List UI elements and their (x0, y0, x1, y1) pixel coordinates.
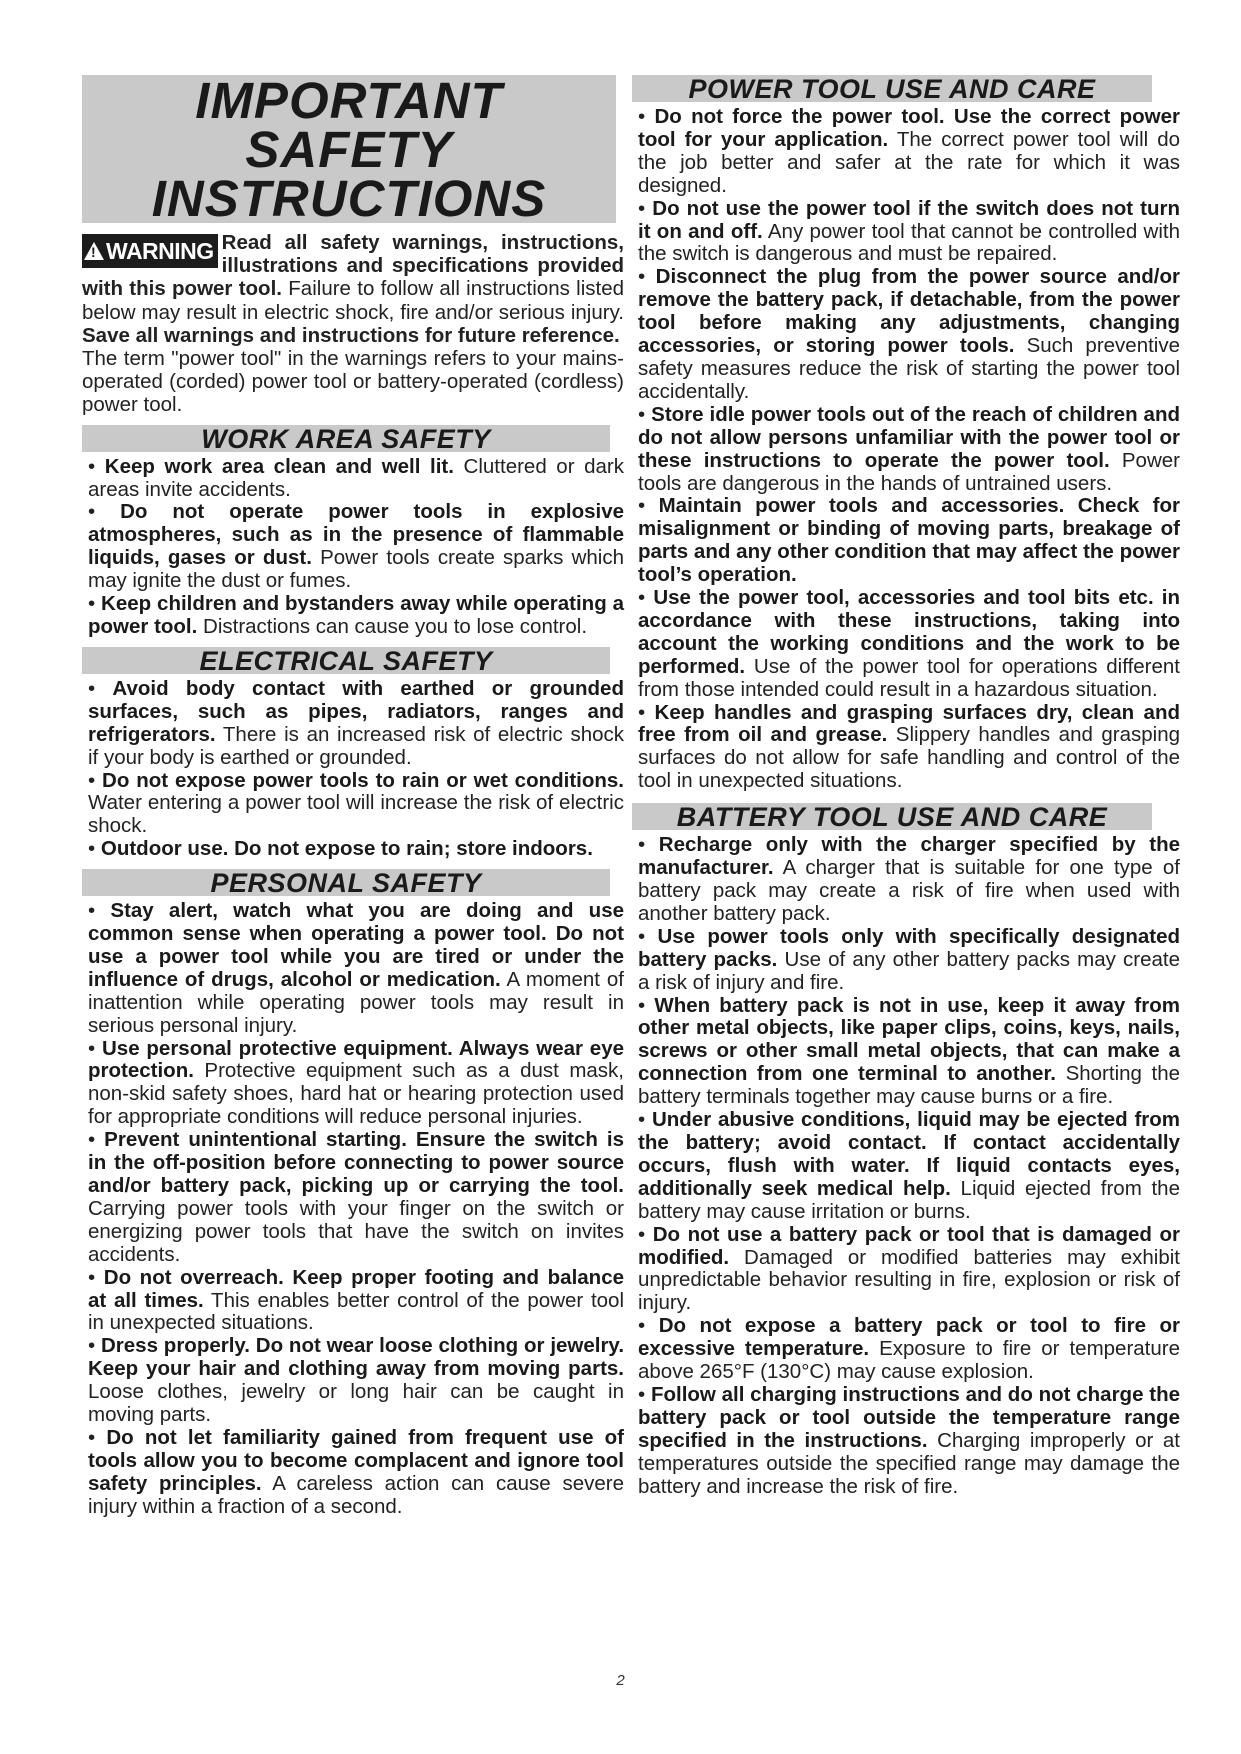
warning-badge-label: WARNING (106, 238, 214, 264)
list-item: • Do not expose a battery pack or tool to fire or excessive temperature. Exposure to fire or temperature above 265°F (130°C) may cause explosion. (638, 1314, 1181, 1384)
item-text: Cluttered or dark areas invite accidents. (88, 454, 624, 501)
item-bold: When battery pack is not in use, keep it away from other metal objects, like paper clips, coins, keys, nails, screws or other small metal objects, that can make a connection from one terminal to another. (638, 993, 1180, 1086)
item-bold: Do not overreach. Keep proper footing and balance at all times. (88, 1265, 624, 1312)
item-bold: Do not expose power tools to rain or wet conditions. (102, 768, 624, 792)
warning-text-1: Failure to follow all instructions listed below may result in electric shock, fire and/or serious injury. (82, 277, 625, 324)
item-bold: Prevent unintentional starting. Ensure the switch is in the off-position before connecting to power source and/or battery pack, picking up or carrying the tool. (88, 1128, 624, 1197)
item-bold: Outdoor use. Do not expose to rain; store indoors. (100, 837, 593, 861)
item-text: Use of the power tool for operations different from those intended could result in a hazardous situation. (638, 654, 1180, 701)
list-item: • Use the power tool, accessories and tool bits etc. in accordance with these instructions, taking into account the working conditions and the work to be performed. Use of the power tool for operations different from those intended could result in a hazardous situation. (638, 586, 1181, 701)
item-bold: Do not use the power tool if the switch does not turn it on and off. (638, 196, 1180, 243)
item-text: Water entering a power tool will increase the risk of electric shock. (88, 791, 624, 838)
list-item: • When battery pack is not in use, keep it away from other metal objects, like paper clips, coins, keys, nails, screws or other small metal objects, that can make a connection from one terminal to another. Shorting the battery terminals together may cause burns or a fire. (638, 993, 1181, 1109)
item-text: Power tools are dangerous in the hands of untrained users. (638, 448, 1180, 495)
list-item: • Keep work area clean and well lit. Cluttered or dark areas invite accidents. (88, 454, 624, 501)
list-item: • Follow all charging instructions and do not charge the battery pack or tool outside the temperature range specified in the instructions. Charging improperly or at temperatures outside the specified range may damage the battery and increase the risk of fire. (638, 1382, 1180, 1498)
item-bold: Stay alert, watch what you are doing and use common sense when operating a power tool. Do not use a power tool while you are tired or under the influence of drugs, alcohol or medication. (88, 899, 625, 991)
page-title-line-2: SAFETY (245, 120, 453, 178)
list-item: • Keep children and bystanders away while operating a power tool. Distractions can cause you to lose control. (88, 592, 624, 638)
page-number: 2 (616, 1672, 625, 1689)
item-bold: Maintain power tools and accessories. Check for misalignment or binding of moving parts, breakage of parts and any other condition that may affect the power tool’s operation. (638, 494, 1181, 587)
item-text: Use of any other battery packs may create a risk of injury and fire. (638, 947, 1181, 994)
item-bold: Do not operate power tools in explosive atmospheres, such as in the presence of flammable liquids, gases or dust. (88, 500, 625, 570)
section-heading-electrical: ELECTRICAL SAFETY (82, 647, 610, 674)
right-column (632, 75, 1180, 1498)
item-text: Charging improperly or at temperatures outside the specified range may damage the battery and increase the risk of fire. (638, 1428, 1180, 1498)
item-text: A careless action can cause severe injury within a fraction of a second. (88, 1471, 624, 1518)
warning-triangle-icon (84, 242, 104, 260)
list-item: • Disconnect the plug from the power source and/or remove the battery pack, if detachable, from the power tool before making any adjustments, changing accessories, or storing power tools. Such preventive safety measures reduce the risk of starting the power tool accidentally. (638, 265, 1181, 403)
item-text: The correct power tool will do the job better and safer at the rate for which it was designed. (638, 127, 1181, 197)
work-area-list (82, 456, 624, 639)
item-bold: Store idle power tools out of the reach of children and do not allow persons unfamiliar with the power tool or these instructions to operate the power tool. (638, 402, 1180, 472)
item-text: Damaged or modified batteries may exhibit unpredictable behavior resulting in fire, explosion or risk of injury. (638, 1245, 1180, 1315)
item-bold: Recharge only with the charger specified by the manufacturer. (638, 833, 1180, 880)
list-item: • Recharge only with the charger specified by the manufacturer. A charger that is suitable for one type of battery pack may create a risk of fire when used with another battery pack. (638, 833, 1180, 925)
item-bold: Keep handles and grasping surfaces dry, clean and free from oil and grease. (638, 700, 1180, 747)
item-bold: Keep children and bystanders away while operating a power tool. (88, 592, 624, 638)
battery-list (632, 834, 1180, 1498)
list-item: • Dress properly. Do not wear loose clothing or jewelry. Keep your hair and clothing away from moving parts. Loose clothes, jewelry or long hair can be caught in moving parts. (88, 1334, 625, 1427)
page-title-line-3: INSTRUCTIONS (151, 169, 547, 227)
warning-block (82, 231, 624, 417)
section-heading-personal: PERSONAL SAFETY (82, 869, 610, 896)
item-text: This enables better control of the power tool in unexpected situations. (88, 1288, 624, 1335)
list-item: • Do not overreach. Keep proper footing and balance at all times. This enables better control of the power tool in unexpected situations. (88, 1265, 624, 1335)
item-bold: Dress properly. Do not wear loose clothing or jewelry. Keep your hair and clothing away from moving parts. (88, 1334, 625, 1381)
left-column (82, 71, 625, 1519)
list-item: • Do not use a battery pack or tool that is damaged or modified. Damaged or modified batteries may exhibit unpredictable behavior resulting in fire, explosion or risk of injury. (638, 1222, 1180, 1315)
electrical-list (82, 678, 624, 861)
warning-badge (82, 234, 218, 268)
item-bold: Use personal protective equipment. Always wear eye protection. (88, 1036, 624, 1083)
list-item: • Do not expose power tools to rain or wet conditions. Water entering a power tool will increase the risk of electric shock. (88, 768, 624, 838)
item-text: Such preventive safety measures reduce the risk of starting the power tool accidentally. (638, 334, 1181, 403)
item-text: Exposure to fire or temperature above 265°F (130°C) may cause explosion. (638, 1337, 1181, 1384)
item-text: Loose clothes, jewelry or long hair can be caught in moving parts. (88, 1380, 624, 1427)
power-tool-list (632, 106, 1180, 793)
item-bold: Use the power tool, accessories and tool bits etc. in accordance with these instructions, taking into account the working conditions and the work to be performed. (638, 586, 1181, 678)
item-text: Slippery handles and grasping surfaces do not allow for safe handling and control of the tool in unexpected situations. (638, 723, 1181, 793)
item-bold: Do not use a battery pack or tool that is damaged or modified. (638, 1222, 1180, 1269)
list-item: • Maintain power tools and accessories. Check for misalignment or binding of moving parts, breakage of parts and any other condition that may affect the power tool’s operation. (638, 494, 1181, 587)
list-item: • Avoid body contact with earthed or grounded surfaces, such as pipes, radiators, ranges and refrigerators. There is an increased risk of electric shock if your body is earthed or grounded. (88, 676, 624, 769)
section-heading-power-tool: POWER TOOL USE AND CARE (632, 75, 1152, 102)
item-text: There is an increased risk of electric shock if your body is earthed or grounded. (88, 722, 624, 769)
item-text: Power tools create sparks which may ignite the dust or fumes. (88, 546, 624, 593)
item-text: Distractions can cause you to lose control. (197, 614, 588, 638)
list-item: • Store idle power tools out of the reach of children and do not allow persons unfamiliar with the power tool or these instructions to operate the power tool. Power tools are dangerous in the hands of untrained users. (638, 402, 1180, 495)
item-text: Carrying power tools with your finger on the switch or energizing power tools that have the switch on invites accidents. (88, 1196, 624, 1266)
item-bold: Under abusive conditions, liquid may be ejected from the battery; avoid contact. If contact accidentally occurs, flush with water. If liquid contacts eyes, additionally seek medical help. (638, 1108, 1181, 1200)
list-item: • Do not force the power tool. Use the correct power tool for your application. The correct power tool will do the job better and safer at the rate for which it was designed. (638, 105, 1181, 197)
section-heading-work-area: WORK AREA SAFETY (82, 425, 610, 452)
warning-save-instructions: Save all warnings and instructions for future reference. (82, 323, 620, 347)
list-item: • Do not let familiarity gained from frequent use of tools allow you to become complacent and ignore tool safety principles. A careless action can cause severe injury within a fraction of a second. (88, 1425, 625, 1518)
page-title-line-1: IMPORTANT (195, 71, 503, 129)
list-item: • Prevent unintentional starting. Ensure the switch is in the off-position before connecting to power source and/or battery pack, picking up or carrying the tool. Carrying power tools with your finger on the switch or energizing power tools that have the switch on invites accidents. (88, 1128, 624, 1266)
item-bold: Do not expose a battery pack or tool to fire or excessive temperature. (638, 1314, 1181, 1361)
item-text: Shorting the battery terminals together may cause burns or a fire. (638, 1062, 1181, 1109)
item-bold: Do not let familiarity gained from frequent use of tools allow you to become complacent and ignore tool safety principles. (88, 1425, 625, 1495)
title-box (82, 71, 616, 227)
list-item: • Use personal protective equipment. Always wear eye protection. Protective equipment such as a dust mask, non-skid safety shoes, hard hat or hearing protection used for appropriate conditions will reduce personal injuries. (88, 1036, 624, 1129)
item-text: A charger that is suitable for one type of battery pack may create a risk of fire when used with another battery pack. (638, 856, 1180, 925)
item-bold: Do not force the power tool. Use the correct power tool for your application. (638, 105, 1180, 151)
item-bold: Use power tools only with specifically designated battery packs. (638, 924, 1180, 971)
list-item: • Outdoor use. Do not expose to rain; store indoors. (88, 837, 593, 861)
section-heading-battery: BATTERY TOOL USE AND CARE (632, 803, 1152, 830)
item-bold: Avoid body contact with earthed or grounded surfaces, such as pipes, radiators, ranges and refrigerators. (88, 676, 624, 746)
list-item: • Under abusive conditions, liquid may be ejected from the battery; avoid contact. If contact accidentally occurs, flush with water. If liquid contacts eyes, additionally seek medical help. Liquid ejected from the battery may cause irritation or burns. (638, 1108, 1181, 1223)
item-bold: Keep work area clean and well lit. (104, 454, 454, 478)
warning-power-tool-definition: The term "power tool" in the warnings refers to your mains-operated (corded) power tool or battery-operated (cordless) power tool. (82, 347, 624, 417)
warning-lead: Read all safety warnings, instructions, illustrations and specifications provided with this power tool. (82, 231, 624, 301)
personal-list (82, 900, 624, 1518)
list-item: • Stay alert, watch what you are doing and use common sense when operating a power tool. Do not use a power tool while you are tired or under the influence of drugs, alcohol or medication. A moment of inattention while operating power tools may result in serious personal injury. (88, 899, 625, 1037)
item-bold: Disconnect the plug from the power source and/or remove the battery pack, if detachable, from the power tool before making any adjustments, changing accessories, or storing power tools. (638, 265, 1181, 358)
list-item: • Use power tools only with specifically designated battery packs. Use of any other battery packs may create a risk of injury and fire. (638, 924, 1181, 994)
item-text: Any power tool that cannot be controlled with the switch is dangerous and must be repaired. (638, 219, 1180, 266)
list-item: • Keep handles and grasping surfaces dry, clean and free from oil and grease. Slippery handles and grasping surfaces do not allow for safe handling and control of the tool in unexpected situations. (638, 700, 1181, 793)
item-text: A moment of inattention while operating power tools may result in serious personal injury. (88, 967, 624, 1037)
item-text: Liquid ejected from the battery may cause irritation or burns. (638, 1176, 1180, 1223)
list-item: • Do not use the power tool if the switch does not turn it on and off. Any power tool that cannot be controlled with the switch is dangerous and must be repaired. (638, 196, 1180, 266)
list-item: • Do not operate power tools in explosive atmospheres, such as in the presence of flammable liquids, gases or dust. Power tools create sparks which may ignite the dust or fumes. (88, 500, 625, 593)
item-text: Protective equipment such as a dust mask, non-skid safety shoes, hard hat or hearing protection used for appropriate conditions will reduce personal injuries. (88, 1059, 624, 1129)
item-bold: Follow all charging instructions and do not charge the battery pack or tool outside the temperature range specified in the instructions. (638, 1382, 1180, 1452)
